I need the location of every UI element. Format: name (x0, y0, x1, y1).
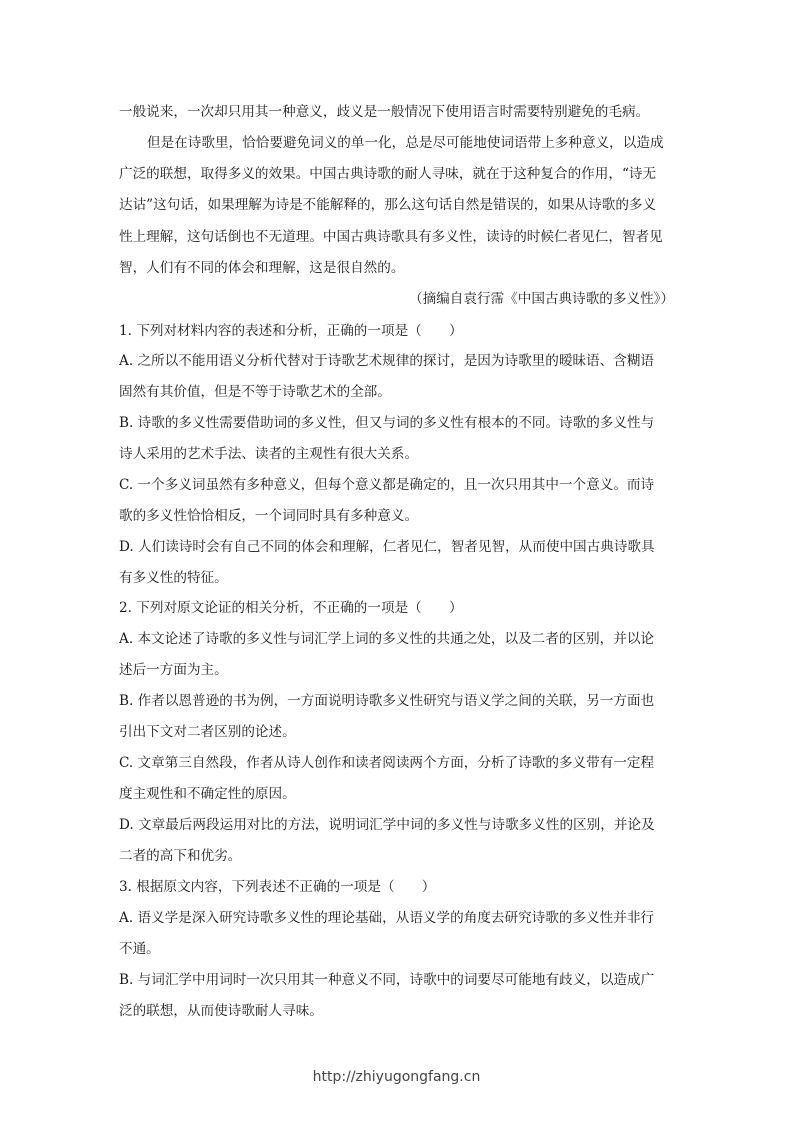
option-a: A. 之所以不能用语义分析代替对于诗歌艺术规律的探讨，是因为诗歌里的暧昧语、含糊语 (119, 353, 655, 369)
emphasis-char: 正 (326, 600, 341, 616)
option-b-cont: 泛的联想，从而使诗歌耐人寻味。 (119, 1003, 323, 1019)
option-b-cont: 引出下文对二者区别的论述。 (119, 724, 296, 740)
stem-text: 2. 下列对原文论证的相关分析， (119, 600, 314, 616)
emphasis-char: 确 (340, 600, 354, 616)
source-citation: （摘编自袁行霈《中国古典诗歌的多义性》） (409, 291, 675, 307)
paragraph-line: 一般说来，一次却只用其一种意义，歧义是一般情况下使用语言时需要特别避免的毛病。 (119, 104, 650, 120)
option-d: D. 文章最后两段运用对比的方法，说明词汇学中词的多义性与诗歌多义性的区别，并论及 (119, 817, 655, 833)
option-d-cont: 有多义性的特征。 (119, 570, 228, 586)
question-2-stem (119, 599, 679, 617)
stem-text: 3. 根据原文内容，下列表述 (119, 879, 286, 895)
option-b-cont: 诗人采用的艺术手法、读者的主观性有很大关系。 (119, 446, 419, 462)
option-d-cont: 二者的高下和优劣。 (119, 848, 242, 864)
stem-text: 的一项是（ ） (326, 879, 436, 895)
option-d: D. 人们读诗时会有自己不同的体会和理解，仁者见仁，智者见智，从而使中国古典诗歌具 (119, 539, 655, 555)
footer-url[interactable]: http://zhiyugongfang.cn (312, 1069, 481, 1085)
paragraph-line: 广泛的联想，取得多义的效果。中国古典诗歌的耐人寻味，就在于这种复合的作用，“诗无 (119, 166, 657, 182)
question-1-stem: 1. 下列对材料内容的表述和分析，正确的一项是（ ） (119, 323, 463, 339)
paragraph-line: 智，人们有不同的体会和理解，这是很自然的。 (119, 260, 405, 276)
emphasis-char: 不 (313, 600, 327, 616)
option-b: B. 作者以恩普逊的书为例，一方面说明诗歌多义性研究与语义学之间的关联，另一方面也 (119, 693, 655, 709)
option-a-cont: 固然有其价值，但是不等于诗歌艺术的全部。 (119, 384, 391, 400)
option-a: A. 语义学是深入研究诗歌多义性的理论基础，从语义学的角度去研究诗歌的多义性并非行 (119, 910, 655, 926)
option-c: C. 一个多义词虽然有多种意义，但每个意义都是确定的，且一次只用其中一个意义。而诗 (119, 477, 655, 493)
question-3-stem (119, 878, 679, 896)
paragraph-line: 但是在诗歌里，恰恰要避免词义的单一化，总是尽可能地使词语带上多种意义，以造成 (147, 135, 664, 151)
option-c-cont: 度主观性和不确定性的原因。 (119, 786, 296, 802)
option-c: C. 文章第三自然段，作者从诗人创作和读者阅读两个方面，分析了诗歌的多义带有一定程 (119, 755, 655, 771)
emphasis-char: 正 (299, 879, 314, 895)
option-a-cont: 不通。 (119, 941, 160, 957)
paragraph-line: 性上理解，这句话倒也不无道理。中国古典诗歌具有多义性，读诗的时候仁者见仁，智者见 (119, 229, 663, 245)
option-b: B. 诗歌的多义性需要借助词的多义性，但又与词的多义性有根本的不同。诗歌的多义性与 (119, 415, 655, 431)
stem-text: 的一项是（ ） (353, 600, 463, 616)
option-c-cont: 歌的多义性恰恰相反，一个词同时具有多种意义。 (119, 508, 419, 524)
paragraph-line: 达诂”这句话，如果理解为诗是不能解释的，那么这句话自然是错误的，如果从诗歌的多义 (119, 197, 657, 213)
option-a: A. 本文论述了诗歌的多义性与词汇学上词的多义性的共通之处，以及二者的区别，并以论 (119, 631, 655, 647)
option-b: B. 与词汇学中用词时一次只用其一种意义不同，诗歌中的词要尽可能地有歧义，以造成广 (119, 972, 655, 988)
emphasis-char: 确 (313, 879, 327, 895)
emphasis-char: 不 (285, 879, 300, 895)
option-a-cont: 述后一方面为主。 (119, 662, 228, 678)
